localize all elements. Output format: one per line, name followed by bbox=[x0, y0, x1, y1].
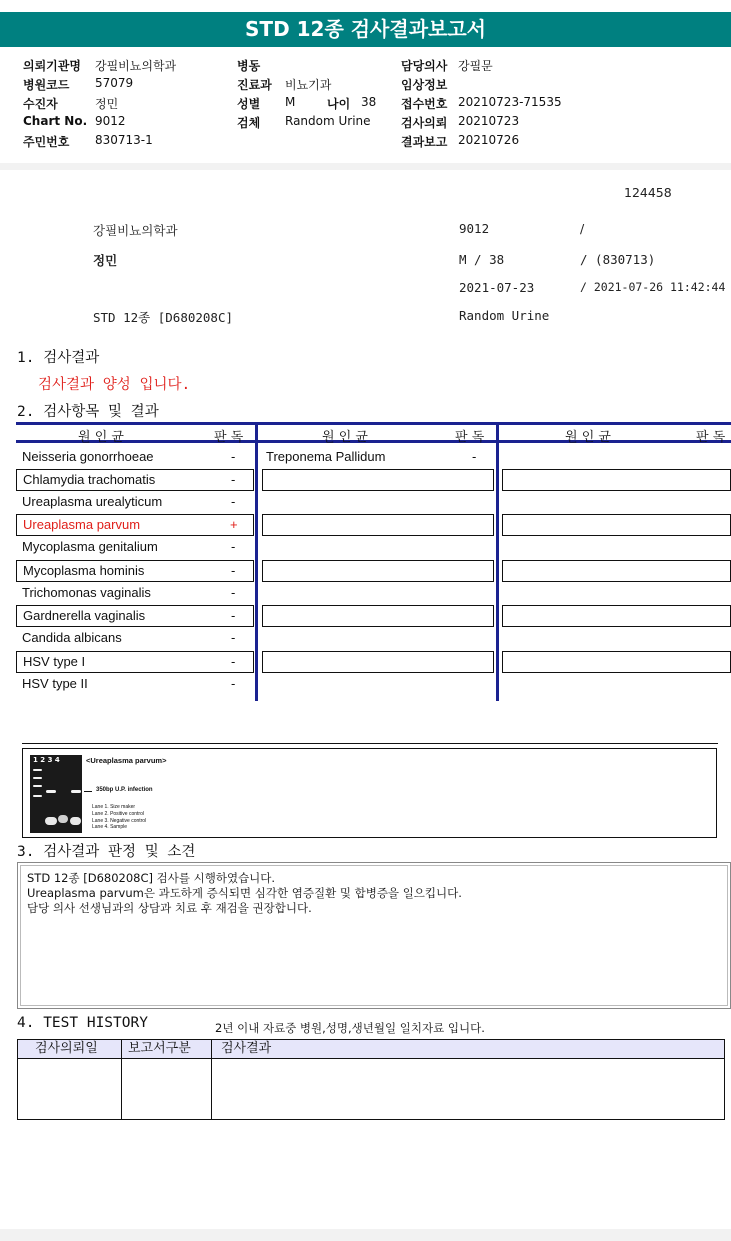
gel-image bbox=[30, 755, 82, 833]
result-summary: 검사결과 양성 입니다. bbox=[38, 377, 191, 393]
column-2-header bbox=[258, 422, 497, 443]
specimen-label: 검체 bbox=[237, 116, 261, 130]
organism-result: - bbox=[231, 630, 236, 645]
organism-name: HSV type I bbox=[23, 654, 86, 669]
organism-name: Gardnerella vaginalis bbox=[23, 608, 146, 623]
org-value: 강필비뇨의학과 bbox=[95, 59, 177, 73]
report-title: STD 12종 검사결과보고서 bbox=[245, 17, 486, 41]
gel-band bbox=[33, 769, 42, 771]
table-row-positive bbox=[16, 514, 254, 536]
patient-label: 수진자 bbox=[23, 97, 58, 111]
organism-name: Mycoplasma genitalium bbox=[22, 539, 158, 554]
organism-name: Mycoplasma hominis bbox=[23, 563, 145, 578]
gel-band bbox=[45, 817, 57, 825]
table-row bbox=[16, 651, 254, 673]
organism-result: - bbox=[231, 608, 236, 623]
table-row bbox=[16, 492, 254, 514]
pv-test-name: STD 12종 [D680208C] bbox=[93, 310, 234, 325]
table-row bbox=[16, 674, 254, 696]
receipt-value: 20210723-71535 bbox=[458, 95, 562, 109]
request-label: 검사의뢰 bbox=[401, 116, 448, 130]
footer-bar bbox=[0, 1229, 731, 1241]
ward-label: 병동 bbox=[237, 59, 261, 73]
report-value: 20210726 bbox=[458, 133, 520, 147]
specimen-value: Random Urine bbox=[285, 114, 371, 128]
empty-row bbox=[502, 469, 731, 491]
table-row bbox=[16, 605, 254, 627]
organism-name: Trichomonas vaginalis bbox=[22, 585, 151, 600]
gel-band bbox=[46, 790, 56, 793]
doctor-label: 담당의사 bbox=[401, 59, 448, 73]
table-row bbox=[16, 560, 254, 582]
code-label: 병원코드 bbox=[23, 78, 70, 92]
gel-lane-numbers: 1 2 3 4 bbox=[33, 756, 60, 764]
organism-result: - bbox=[231, 654, 236, 669]
dept-label: 진료과 bbox=[237, 78, 272, 92]
results-column-1 bbox=[16, 422, 256, 701]
empty-row bbox=[262, 514, 494, 536]
serial-number: 124458 bbox=[624, 185, 672, 200]
history-column-divider bbox=[211, 1039, 212, 1120]
table-row bbox=[258, 447, 494, 469]
org-label: 의뢰기관명 bbox=[23, 59, 81, 73]
table-row bbox=[16, 447, 254, 469]
chart-value: 9012 bbox=[95, 114, 126, 128]
column-3-header bbox=[499, 422, 731, 443]
opinion-line-2: Ureaplasma parvum은 과도하게 증식되면 심각한 염증질환 및 합병증을 일으킵니다. bbox=[27, 886, 462, 900]
empty-row bbox=[262, 651, 494, 673]
request-value: 20210723 bbox=[458, 114, 520, 128]
info-separator bbox=[0, 163, 731, 170]
table-row bbox=[16, 537, 254, 559]
judgement-header: 판 독 bbox=[455, 430, 485, 445]
organism-name: Ureaplasma parvum bbox=[23, 517, 141, 532]
organism-result: - bbox=[231, 472, 236, 487]
chart-label: Chart No. bbox=[23, 114, 88, 128]
patient-value: 정민 bbox=[95, 97, 119, 111]
section-1-title: 1. 검사결과 bbox=[17, 350, 100, 366]
gel-band bbox=[33, 777, 42, 779]
section-4-title: 4. TEST HISTORY bbox=[17, 1015, 148, 1031]
rrn-label: 주민번호 bbox=[23, 135, 70, 149]
doctor-value: 강필문 bbox=[458, 59, 493, 73]
history-header bbox=[17, 1039, 725, 1059]
sex-label: 성별 bbox=[237, 97, 261, 111]
empty-row bbox=[502, 560, 731, 582]
judgement-header: 판 독 bbox=[214, 430, 244, 445]
history-header-report-type: 보고서구분 bbox=[128, 1041, 191, 1056]
age-value: 38 bbox=[361, 95, 377, 109]
organism-header: 원 인 균 bbox=[565, 430, 611, 445]
sex-value: M bbox=[285, 95, 296, 109]
pv-chart: 9012 bbox=[459, 221, 490, 236]
pv-request-date: 2021-07-23 bbox=[459, 280, 535, 295]
gel-lane-1: Lane 1. Size maker bbox=[92, 804, 136, 810]
organism-result: - bbox=[472, 449, 477, 464]
gel-arrow bbox=[84, 791, 92, 792]
organism-result: - bbox=[231, 494, 236, 509]
opinion-line-1: STD 12종 [D680208C] 검사를 시행하였습니다. bbox=[27, 871, 276, 885]
organism-result: - bbox=[231, 585, 236, 600]
history-note: 2년 이내 자료중 병원,성명,생년월일 일치자료 입니다. bbox=[215, 1021, 485, 1035]
gel-band bbox=[33, 795, 42, 797]
organism-result: - bbox=[231, 676, 236, 691]
gel-lane-3: Lane 3. Negative control bbox=[92, 818, 147, 824]
gel-title: <Ureaplasma parvum> bbox=[86, 756, 167, 765]
table-row bbox=[16, 583, 254, 605]
results-column-3 bbox=[499, 422, 731, 701]
gel-band bbox=[58, 815, 68, 823]
pv-name: 정민 bbox=[93, 253, 118, 268]
gel-band bbox=[70, 817, 81, 825]
report-label: 결과보고 bbox=[401, 135, 448, 149]
organism-header: 원 인 균 bbox=[78, 430, 124, 445]
clinical-label: 임상정보 bbox=[401, 78, 448, 92]
history-header-result: 검사결과 bbox=[221, 1041, 272, 1056]
empty-row bbox=[262, 469, 494, 491]
empty-row bbox=[262, 605, 494, 627]
table-row bbox=[16, 628, 254, 650]
pv-birth: / (830713) bbox=[580, 252, 656, 267]
organism-header: 원 인 균 bbox=[322, 430, 368, 445]
organism-name: Treponema Pallidum bbox=[266, 449, 386, 464]
table-row bbox=[16, 469, 254, 491]
gel-lane-2: Lane 2. Positive control bbox=[92, 811, 144, 817]
gel-band bbox=[33, 785, 42, 787]
history-column-divider bbox=[121, 1039, 122, 1120]
pv-sex-age: M / 38 bbox=[459, 252, 505, 267]
section-2-title: 2. 검사항목 및 결과 bbox=[17, 404, 159, 420]
pv-report-datetime: / 2021-07-26 11:42:44 bbox=[580, 280, 726, 294]
organism-name: Neisseria gonorrhoeae bbox=[22, 449, 154, 464]
pv-slash: / bbox=[580, 221, 585, 236]
organism-result: - bbox=[231, 449, 236, 464]
rrn-value: 830713-1 bbox=[95, 133, 153, 147]
column-1-header bbox=[16, 422, 256, 443]
gel-lane-4: Lane 4. Sample bbox=[92, 824, 128, 830]
gel-band bbox=[71, 790, 81, 793]
receipt-label: 접수번호 bbox=[401, 97, 448, 111]
empty-row bbox=[502, 651, 731, 673]
empty-row bbox=[262, 560, 494, 582]
gel-top-rule bbox=[22, 743, 718, 744]
organism-result: + bbox=[230, 517, 238, 532]
pv-org: 강필비뇨의학과 bbox=[93, 223, 178, 238]
judgement-header: 판 독 bbox=[696, 430, 726, 445]
section-3-title: 3. 검사결과 판정 및 소견 bbox=[17, 844, 196, 860]
organism-name: Chlamydia trachomatis bbox=[23, 472, 156, 487]
results-column-2 bbox=[258, 422, 497, 701]
organism-name: Candida albicans bbox=[22, 630, 122, 645]
code-value: 57079 bbox=[95, 76, 134, 90]
organism-name: Ureaplasma urealyticum bbox=[22, 494, 163, 509]
age-label: 나이 bbox=[327, 97, 351, 111]
organism-result: - bbox=[231, 563, 236, 578]
empty-row bbox=[502, 514, 731, 536]
dept-value: 비뇨기과 bbox=[285, 78, 332, 92]
organism-result: - bbox=[231, 539, 236, 554]
pv-specimen: Random Urine bbox=[459, 308, 550, 323]
empty-row bbox=[502, 605, 731, 627]
gel-marker-label: 350bp U.P. infection bbox=[96, 787, 153, 793]
opinion-line-3: 담당 의사 선생님과의 상담과 치료 후 재검을 권장합니다. bbox=[27, 901, 312, 915]
history-header-request-date: 검사의뢰일 bbox=[35, 1041, 98, 1056]
organism-name: HSV type II bbox=[22, 676, 88, 691]
